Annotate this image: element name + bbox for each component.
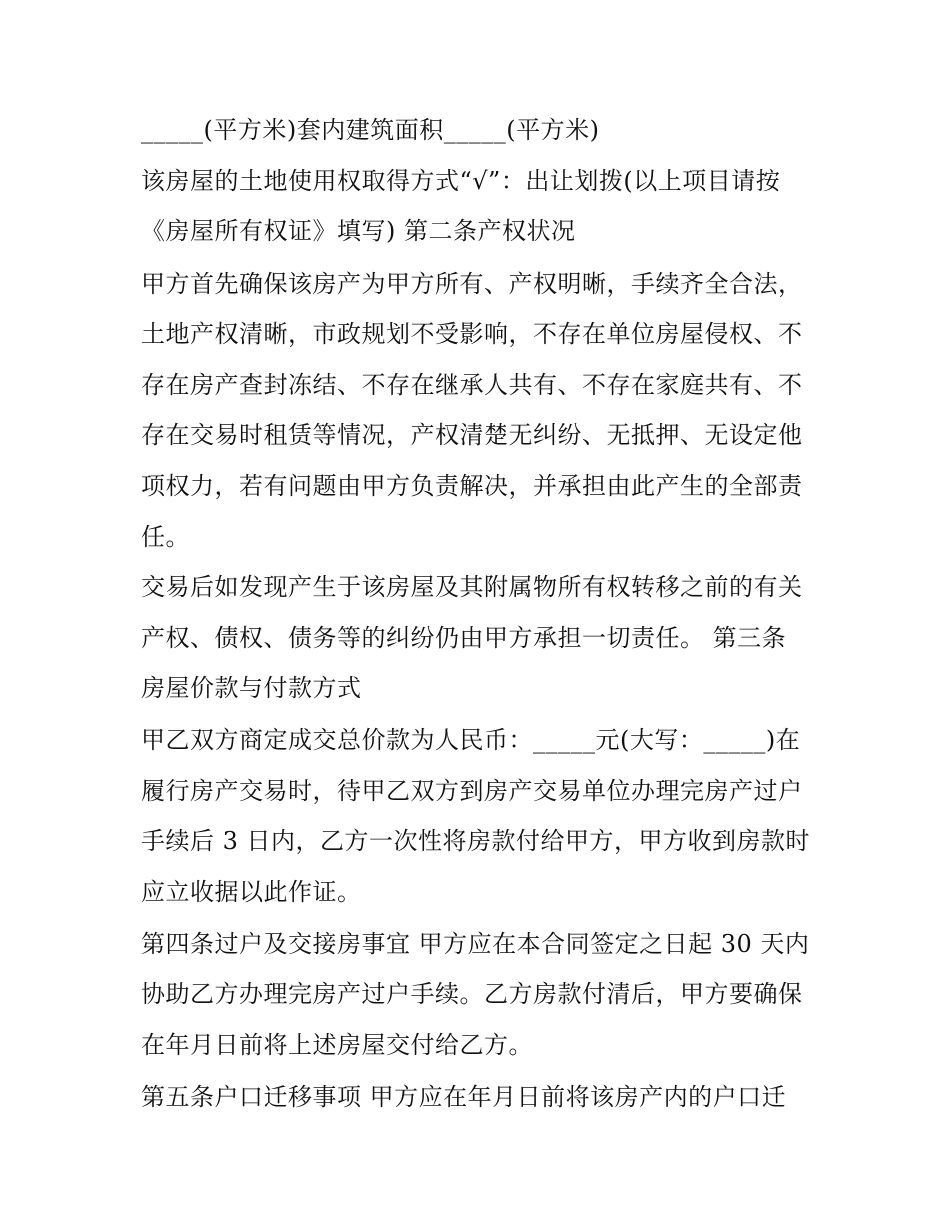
- text-line: 项权力，若有问题由甲方负责解决，并承担由此产生的全部责: [141, 472, 803, 500]
- text-line: 第四条过户及交接房事宜 甲方应在本合同签定之日起 30 天内: [141, 930, 810, 958]
- text-line: 第五条户口迁移事项 甲方应在年月日前将该房产内的户口迁: [141, 1083, 787, 1111]
- text-line: 该房屋的土地使用权取得方式“√”：出让划拨(以上项目请按: [141, 167, 781, 195]
- text-line: 任。: [141, 523, 190, 551]
- text-line: 协助乙方办理完房产过户手续。乙方房款付清后，甲方要确保: [141, 980, 803, 1008]
- text-line: 存在交易时租赁等情况，产权清楚无纠纷、无抵押、无设定他: [141, 421, 803, 449]
- text-line: 在年月日前将上述房屋交付给乙方。: [141, 1031, 533, 1059]
- text-line: 交易后如发现产生于该房屋及其附属物所有权转移之前的有关: [141, 573, 803, 601]
- text-line: 土地产权清晰，市政规划不受影响，不存在单位房屋侵权、不: [141, 320, 803, 348]
- text-line: 手续后 3 日内，乙方一次性将房款付给甲方，甲方收到房款时: [141, 827, 811, 855]
- text-line: 甲乙双方商定成交总价款为人民币：_____元(大写：_____)在: [141, 726, 801, 754]
- text-line: 甲方首先确保该房产为甲方所有、产权明晰，手续齐全合法，: [141, 270, 803, 298]
- text-line: 房屋价款与付款方式: [141, 674, 362, 702]
- text-line: 存在房产查封冻结、不存在继承人共有、不存在家庭共有、不: [141, 371, 803, 399]
- text-line: 《房屋所有权证》填写) 第二条产权状况: [141, 217, 576, 245]
- text-line: 产权、债权、债务等的纠纷仍由甲方承担一切责任。 第三条: [141, 624, 787, 652]
- text-line: 应立收据以此作证。: [141, 878, 362, 906]
- text-line: 履行房产交易时，待甲乙双方到房产交易单位办理完房产过户: [141, 777, 803, 805]
- text-line: _____(平方米)套内建筑面积_____(平方米): [141, 116, 600, 144]
